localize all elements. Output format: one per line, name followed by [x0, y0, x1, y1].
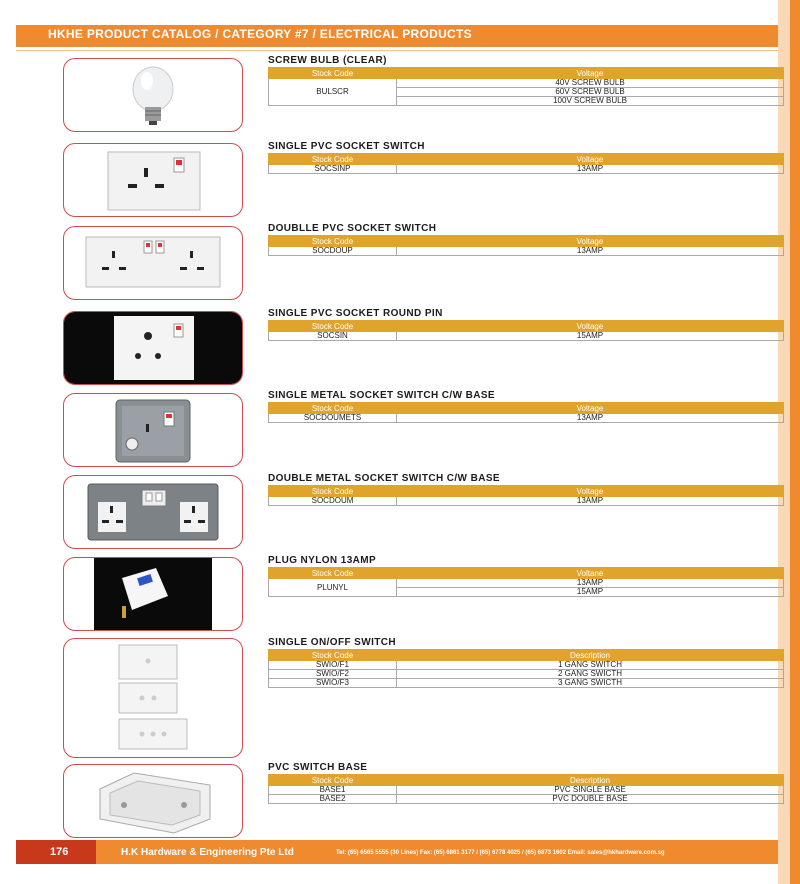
column-header: Stock Code: [269, 486, 397, 497]
product-name: SINGLE ON/OFF SWITCH: [268, 637, 396, 648]
column-header: Voltage: [397, 403, 784, 414]
round-pin-socket-image: [63, 311, 243, 385]
column-header: Voltage: [397, 154, 784, 165]
page-number-box: [16, 840, 96, 864]
plug-image: [63, 557, 243, 631]
product-name: SINGLE METAL SOCKET SWITCH C/W BASE: [268, 390, 495, 401]
stock-code-cell: SOCDOUP: [269, 247, 397, 256]
table-row: [269, 414, 784, 423]
column-header: Stock Code: [269, 775, 397, 786]
column-header: Voltage: [397, 321, 784, 332]
column-header: Stock Code: [269, 403, 397, 414]
value-cell: 2 GANG SWICTH: [397, 670, 784, 679]
metal-socket-image: [63, 393, 243, 467]
table-row: [269, 247, 784, 256]
product-table: [268, 67, 784, 106]
product-table: [268, 235, 784, 256]
column-header: Stock Code: [269, 650, 397, 661]
product-table: [268, 153, 784, 174]
value-cell: 13AMP: [397, 414, 784, 423]
value-cell: 13AMP: [397, 497, 784, 506]
column-header: Stock Code: [269, 236, 397, 247]
stock-code-cell: SOCDOUMETS: [269, 414, 397, 423]
stock-code-cell: SOCSINP: [269, 165, 397, 174]
table-row: [269, 332, 784, 341]
product-name: PLUG NYLON 13AMP: [268, 555, 377, 566]
company-name: H.K Hardware & Engineering Pte Ltd: [121, 847, 294, 858]
catalog-title: HKHE PRODUCT CATALOG / CATEGORY #7 / ELECTRICAL PRODUCTS: [48, 27, 472, 41]
product-table: [268, 402, 784, 423]
side-stripe-dark: [790, 0, 800, 884]
value-cell: 60V SCREW BULB: [397, 88, 784, 97]
value-cell: PVC DOUBLE BASE: [397, 795, 784, 804]
value-cell: 13AMP: [397, 165, 784, 174]
product-block: [268, 762, 784, 804]
header-bar: [16, 25, 778, 47]
product-table: [268, 320, 784, 341]
product-name: DOUBLLE PVC SOCKET SWITCH: [268, 223, 437, 234]
product-table: [268, 774, 784, 804]
product-name: SINGLE PVC SOCKET SWITCH: [268, 141, 425, 152]
stock-code-cell: SWIO/F1: [269, 661, 397, 670]
table-row: [269, 79, 784, 88]
table-row: [269, 579, 784, 588]
stock-code-cell: SWIO/F3: [269, 679, 397, 688]
value-cell: 15AMP: [397, 588, 784, 597]
product-block: [268, 473, 784, 506]
product-table: [268, 649, 784, 688]
table-row: [269, 795, 784, 804]
value-cell: 40V SCREW BULB: [397, 79, 784, 88]
product-block: [268, 308, 784, 341]
stock-code-cell: SOCSIN: [269, 332, 397, 341]
stock-code-cell: BULSCR: [269, 79, 397, 106]
product-table: [268, 567, 784, 597]
column-header: Stock Code: [269, 321, 397, 332]
gang-switches-image: [63, 638, 243, 758]
column-header: Stock Code: [269, 154, 397, 165]
value-cell: 100V SCREW BULB: [397, 97, 784, 106]
page-number: 176: [50, 846, 69, 858]
value-cell: 15AMP: [397, 332, 784, 341]
value-cell: 3 GANG SWICTH: [397, 679, 784, 688]
column-header: Voltane: [397, 568, 784, 579]
product-block: [268, 141, 784, 174]
column-header: Voltage: [397, 486, 784, 497]
stock-code-cell: BASE2: [269, 795, 397, 804]
switch-base-image: [63, 764, 243, 838]
stock-code-cell: SOCDOUM: [269, 497, 397, 506]
column-header: Stock Code: [269, 568, 397, 579]
product-block: [268, 390, 784, 423]
column-header: Voltage: [397, 236, 784, 247]
stock-code-cell: SWIO/F2: [269, 670, 397, 679]
value-cell: PVC SINGLE BASE: [397, 786, 784, 795]
light-bulb-image: [63, 58, 243, 132]
table-row: [269, 786, 784, 795]
double-metal-socket-image: [63, 475, 243, 549]
product-name: DOUBLE METAL SOCKET SWITCH C/W BASE: [268, 473, 500, 484]
stock-code-cell: PLUNYL: [269, 579, 397, 597]
product-name: PVC SWITCH BASE: [268, 762, 368, 773]
stock-code-cell: BASE1: [269, 786, 397, 795]
product-name: SINGLE PVC SOCKET ROUND PIN: [268, 308, 443, 319]
table-row: [269, 497, 784, 506]
value-cell: 1 GANG SWITCH: [397, 661, 784, 670]
product-block: [268, 55, 784, 106]
single-socket-image: [63, 143, 243, 217]
product-block: [268, 223, 784, 256]
product-block: [268, 555, 784, 597]
column-header: Voltage: [397, 68, 784, 79]
table-row: [269, 679, 784, 688]
contact-info: Tel: (65) 6565 5555 (30 Lines) Fax: (65) 6861 3177 / (65) 6778 4025 / (65) 6873 1602 Email: sales@hkhardware.com.sg: [336, 850, 665, 856]
value-cell: 13AMP: [397, 247, 784, 256]
product-table: [268, 485, 784, 506]
double-socket-image: [63, 226, 243, 300]
value-cell: 13AMP: [397, 579, 784, 588]
product-block: [268, 637, 784, 688]
table-row: [269, 165, 784, 174]
header-divider: [16, 50, 778, 51]
product-name: SCREW BULB (CLEAR): [268, 55, 387, 66]
column-header: Description: [397, 650, 784, 661]
column-header: Description: [397, 775, 784, 786]
column-header: Stock Code: [269, 68, 397, 79]
